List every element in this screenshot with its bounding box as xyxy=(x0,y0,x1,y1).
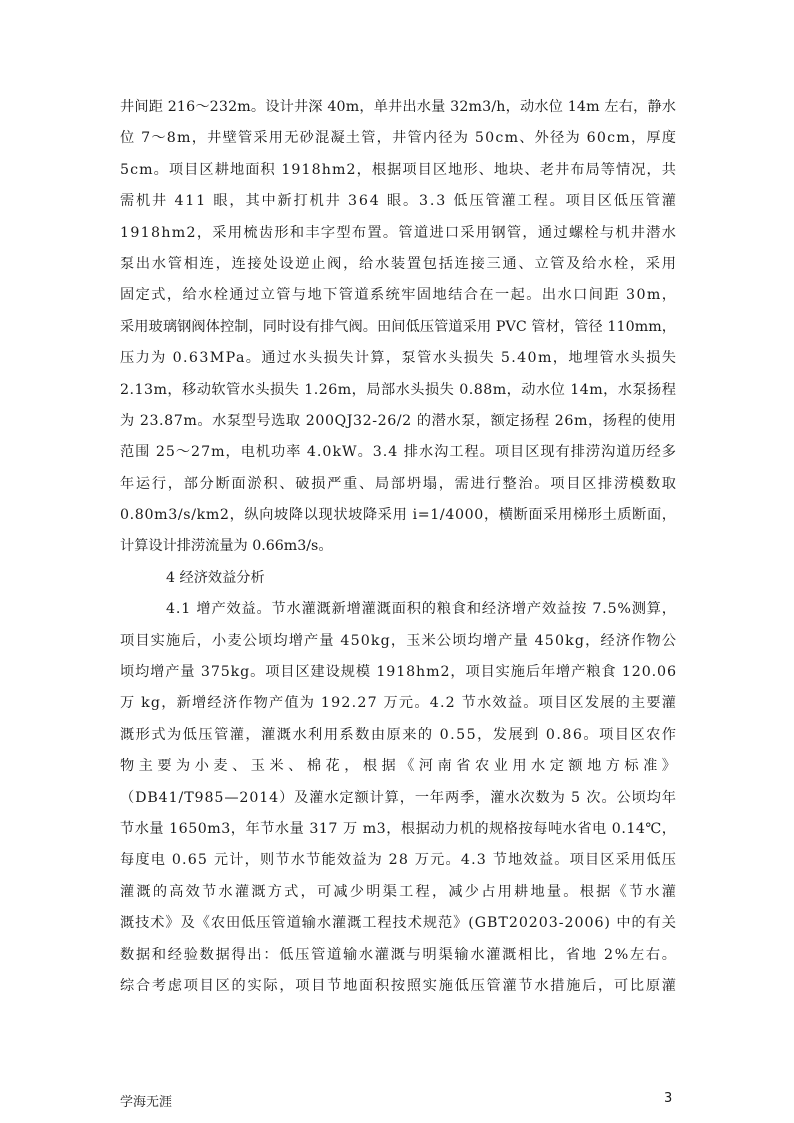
text-line: 每度电 0.65 元计，则节水节能效益为 28 万元。4.3 节地效益。项目区采用低压 xyxy=(120,852,678,869)
footer-text: 学海无涯 xyxy=(120,1095,173,1110)
text-line: 溉形式为低压管灌，灌溉水利用系数由原来的 0.55，发展到 0.86。项目区农作 xyxy=(120,726,678,743)
text-line: 1918hm2，采用梳齿形和丰字型布置。管道进口采用钢管，通过螺栓与机井潜水 xyxy=(120,224,678,241)
text-line: 数据和经验数据得出：低压管道输水灌溉与明渠输水灌溉相比，省地 2%左右。 xyxy=(120,946,678,963)
text-line: 灌溉的高效节水灌溉方式，可减少明渠工程，减少占用耕地量。根据《节水灌 xyxy=(120,883,679,900)
text-line: 井间距 216～232m。设计井深 40m，单井出水量 32m3/h，动水位 14m 左右，静水 xyxy=(120,99,677,115)
text-line: 4.1 增产效益。节水灌溉新增灌溉面积的粮食和经济增产效益按 7.5%测算， xyxy=(166,601,677,618)
text-line: 溉技术》及《农田低压管道输水灌溉工程技术规范》(GBT20203-2006) 中的有关 xyxy=(120,915,677,932)
text-line: （DB41/T985—2014）及灌水定额计算，一年两季，灌水次数为 5 次。公顷均年 xyxy=(120,789,677,806)
text-line: 0.80m3/s/km2，纵向坡降以现状坡降采用 i=1/4000，横断面采用梯形土质断面， xyxy=(120,507,677,524)
text-line: 2.13m，移动软管水头损失 1.26m，局部水头损失 0.88m，动水位 14m，水泵扬程 xyxy=(120,381,677,398)
text-line: 采用玻璃钢阀体控制，同时设有排气阀。田间低压管道采用 PVC 管材，管径 110mm， xyxy=(120,318,677,335)
text-line: 泵出水管相连，连接处设逆止阀，给水装置包括连接三通、立管及给水栓，采用 xyxy=(120,255,678,272)
text-line: 万 kg，新增经济作物产值为 192.27 万元。4.2 节水效益。项目区发展的主要灌 xyxy=(120,695,678,712)
text-line: 年运行，部分断面淤积、破损严重、局部坍塌，需进行整治。项目区排涝模数取 xyxy=(120,475,678,492)
text-line: 顷均增产量 375kg。项目区建设规模 1918hm2，项目实施后年增产粮食 120.06 xyxy=(120,664,677,681)
text-line: 物主要为小麦、玉米、棉花，根据《河南省农业用水定额地方标准》 xyxy=(120,758,681,775)
text-line: 范围 25～27m，电机功率 4.0kW。3.4 排水沟工程。项目区现有排涝沟道历经多 xyxy=(120,444,677,461)
text-line: 项目实施后，小麦公顷均增产量 450kg，玉米公顷均增产量 450kg，经济作物公 xyxy=(120,632,678,649)
text-line: 为 23.87m。水泵型号选取 200QJ32-26/2 的潜水泵，额定扬程 26m，扬程的使用 xyxy=(120,412,677,429)
text-line: 需机井 411 眼，其中新打机井 364 眼。3.3 低压管灌工程。项目区低压管灌 xyxy=(120,193,678,210)
text-line: 压力为 0.63MPa。通过水头损失计算，泵管水头损失 5.40m，地埋管水头损失 xyxy=(120,350,678,367)
text-line: 5cm。项目区耕地面积 1918hm2，根据项目区地形、地块、老井布局等情况，共 xyxy=(120,161,678,178)
text-line: 综合考虑项目区的实际，项目节地面积按照实施低压管灌节水措施后，可比原灌 xyxy=(120,977,678,994)
text-line: 固定式，给水栓通过立管与地下管道系统牢固地结合在一起。出水口间距 30m， xyxy=(120,287,678,304)
section-heading: 4 经济效益分析 xyxy=(166,569,265,586)
document-body xyxy=(120,92,681,1002)
page-number: 3 xyxy=(664,1091,673,1106)
text-line: 位 7～8m，井壁管采用无砂混凝土管，井管内径为 50cm、外径为 60cm，厚度 xyxy=(120,130,678,147)
text-line: 节水量 1650m3，年节水量 317 万 m3，根据动力机的规格按每吨水省电 0.14℃， xyxy=(120,820,677,837)
text-line: 计算设计排涝流量为 0.66m3/s。 xyxy=(120,538,333,555)
